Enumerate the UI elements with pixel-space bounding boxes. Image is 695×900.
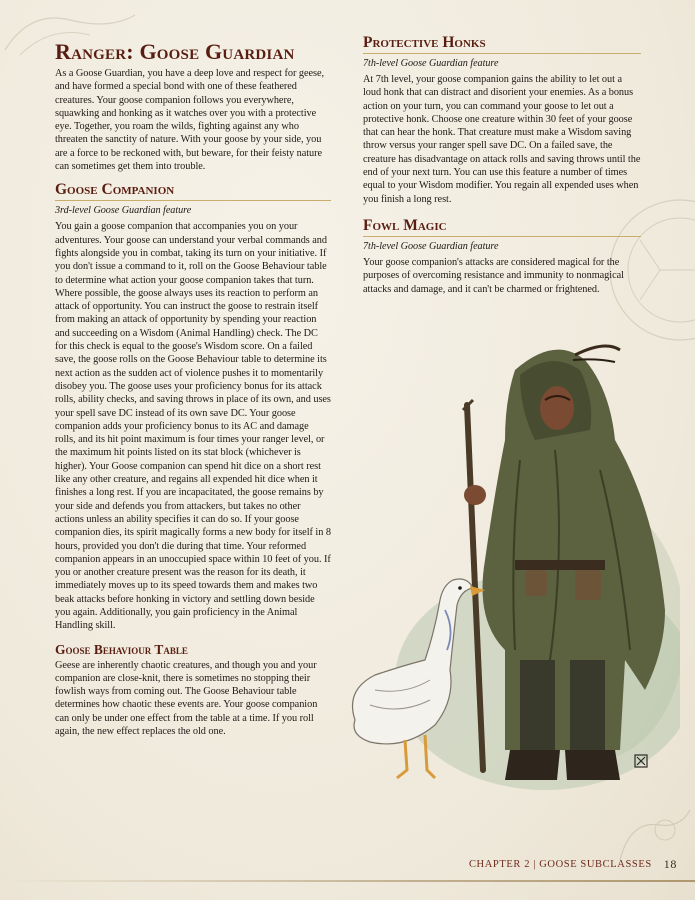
fowl-magic-feature-label: 7th-level Goose Guardian feature bbox=[363, 240, 499, 252]
footer-rule bbox=[0, 880, 695, 882]
protective-honks-feature-label: 7th-level Goose Guardian feature bbox=[363, 58, 499, 69]
left-column bbox=[55, 40, 331, 738]
ranger-with-goose-illustration bbox=[335, 330, 680, 800]
footer-chapter: CHAPTER 2 | GOOSE SUBCLASSES bbox=[468, 859, 652, 870]
page-number: 18 bbox=[663, 857, 677, 871]
protective-honks-heading: Protective Honks bbox=[363, 34, 641, 54]
fowl-magic-heading: Fowl Magic bbox=[363, 217, 641, 237]
goose-companion-feature-label: 3rd-level Goose Guardian feature bbox=[55, 205, 192, 217]
fowl-magic-body: Your goose companion's attacks are considered magical for the purposes of overcoming resistance and immunity to nonmagical attacks and damage, and it can't be charmed or frightened. bbox=[363, 256, 624, 295]
ranger-face bbox=[540, 386, 574, 430]
goose-behaviour-table-heading: Goose Behaviour Table bbox=[55, 641, 188, 657]
intro-paragraph: As a Goose Guardian, you have a deep love and respect for geese, and have formed a special bond with one of these feathered creatures. Your goose companion follows you everywhere, squawking and honking as it watches over you with a protective eye. Together, you roam the wilds, fighting against any who threaten the sanctity of nature. With your goose by your side, you are a force to be reckoned with, but beware, for their feisty nature can sometimes get them into trouble. bbox=[55, 68, 324, 173]
goose-companion-heading: Goose Companion bbox=[55, 181, 331, 201]
page-title: Ranger: Goose Guardian bbox=[55, 39, 295, 64]
goose-behaviour-table-body: Geese are inherently chaotic creatures, and though you and your companion are close-knit, there is sometimes no stopping their fowlish ways from coming out. The Goose Behaviour table determines how chaotic these events are. Your goose companion can only be under one effect from the table at a time. If you roll again, the new effect replaces the old one. bbox=[55, 659, 318, 738]
protective-honks-body: At 7th level, your goose companion gains the ability to let out a loud honk that can distract and disorient your enemies. As a bonus action on your turn, you can command your goose to let out a protective honk. Choose one creature within 30 feet of your goose that can hear the honk. That creature must make a Wisdom saving throw versus your ranger spell save DC. On a failed save, the creature has disadvantage on attack rolls and saving throws until the end of your next turn. You can use this feature a number of times equal to your Wisdom modifier. You regain all expended uses when you finish a long rest. bbox=[363, 74, 641, 205]
goose-companion-body: You gain a goose companion that accompanies you on your adventures. Your goose can understand your verbal commands and fights alongside you in combat, taking its turn on your initiative. If you don't issue a command to it, roll on the Goose Behaviour table to determine what action your goose companion takes that turn. Where possible, the goose always uses its reaction to perform an attack of opportunity. You can instruct the goose to restrain itself from making an attack of opportunity by spending your reaction and succeeding on a Wisdom (Animal Handling) check. The DC for this check is equal to the goose's Wisdom score. On a failed save, the goose rolls on the Goose Behaviour table to determine its next action as the sudden act of violence pushes it to momentarily disobey you. The goose uses your proficiency bonus for its attack rolls, ability checks, and saving throws in place of its own, and uses your spell save DC instead of its own save DC. Your goose companion adds your proficiency bonus to its AC and damage rolls, and its hit point maximum is four times your ranger level, or the maximum hit points listed on its stat block (whichever is higher). Your Goose companion can spend hit dice on a short rest like any other creature, and regains all expended hit dice when it finishes a long rest. If you are incapacitated, the goose remains by your side and defends you from attackers, but takes no other actions unless an ability specifies it can do so. If your goose companion dies, its spirit magically forms a new body for itself in 8 hours, provided you don't die during that time. Your reformed companion appears in an unoccupied space within 10 feet of you. If you or another creature present was the reason for its death, it immediately moves up to its speed towards them and makes two beak attacks before honking in victory and settling down beside you again. Additionally, you gain proficiency in the Animal Handling skill. bbox=[55, 221, 331, 632]
page-footer bbox=[469, 857, 677, 872]
right-column bbox=[363, 34, 641, 296]
